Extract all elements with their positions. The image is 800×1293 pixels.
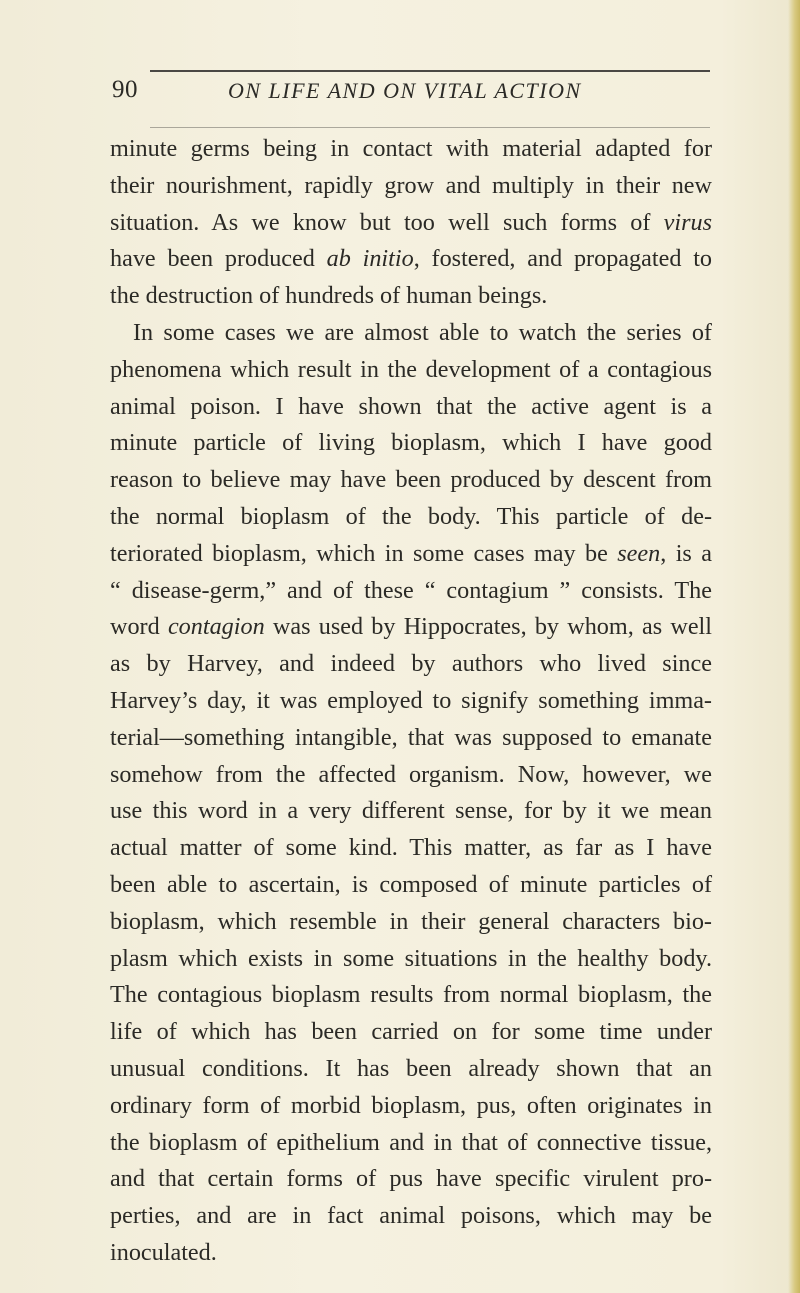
text-segment: terial—something intangible, that was supposed to emanate [110,723,712,751]
text-line [110,1014,712,1051]
italic-text: virus [663,208,712,236]
text-segment: actual matter of some kind. This matter, as far as I have [110,834,712,862]
text-line [110,1088,712,1125]
text-line [110,425,712,462]
text-segment: ordinary form of morbid bioplasm, pus, often originates in [110,1091,712,1119]
text-segment: animal poison. I have shown that the active agent is a [110,392,712,420]
text-segment: “ disease-germ,” and of these “ contagium ” consists. The [110,576,712,604]
text-line [110,1161,712,1198]
text-segment: teriorated bioplasm, which in some cases may be [110,539,618,567]
text-segment: minute particle of living bioplasm, which I have good [110,429,712,457]
text-line [110,720,712,757]
text-segment: the destruction of hundreds of human beings. [110,282,548,310]
page-header [112,76,712,110]
text-line [110,609,712,646]
page-number: 90 [112,76,138,103]
italic-text: contagion [167,613,265,641]
text-segment: their nourishment, rapidly grow and multiply in their new [110,171,712,199]
text-segment: have been produced [110,245,327,273]
text-segment: perties, and are in fact animal poisons, which may be [110,1202,712,1230]
text-line [110,1198,712,1235]
text-line [110,941,712,978]
running-head: ON LIFE AND ON VITAL ACTION [228,78,582,103]
text-line [110,241,712,278]
text-segment: inoculated. [110,1238,217,1266]
header-underline [150,127,710,128]
text-line [110,757,712,794]
text-segment: plasm which exists in some situations in the healthy body. [110,944,712,972]
text-segment: the bioplasm of epithelium and in that of connective tissue, [110,1128,712,1156]
text-segment: bioplasm, which resemble in their general characters bio- [110,907,712,935]
text-segment: use this word in a very different sense, for by it we mean [110,797,712,825]
text-segment: In some cases we are almost able to watch the series of [133,318,712,346]
text-line [110,315,712,352]
text-segment: minute germs being in contact with material adapted for [110,135,712,162]
text-line [110,573,712,610]
text-line [110,278,712,315]
text-line [110,646,712,683]
text-line [110,499,712,536]
text-line [110,352,712,389]
text-segment: life of which has been carried on for some time under [110,1018,712,1046]
text-line [110,1125,712,1162]
text-segment: unusual conditions. It has been already shown that an [110,1054,712,1082]
text-line [110,867,712,904]
text-line [110,977,712,1014]
text-segment: been able to ascertain, is composed of minute particles of [110,870,712,898]
text-segment: the normal bioplasm of the body. This particle of de- [110,502,712,530]
text-line [110,205,712,242]
italic-text: seen [617,539,661,567]
text-segment: The contagious bioplasm results from normal bioplasm, the [110,981,712,1009]
text-line [110,462,712,499]
text-line [110,683,712,720]
text-line [110,904,712,941]
text-segment: somehow from the affected organism. Now, however, we [110,760,712,788]
text-segment: Harvey’s day, it was employed to signify something imma- [110,686,712,714]
text-segment: reason to believe may have been produced by descent from [110,466,712,494]
text-line [110,1051,712,1088]
header-rule [150,70,710,72]
text-line [110,168,712,205]
text-segment: word [110,613,168,641]
text-line [110,1235,712,1272]
text-segment: was used by Hippocrates, by whom, as well [264,613,712,641]
page-edge-shadow [788,0,800,1293]
text-line [110,131,712,168]
text-segment: and that certain forms of pus have specific virulent pro- [110,1165,712,1193]
text-segment: as by Harvey, and indeed by authors who lived since [110,650,712,678]
text-segment: situation. As we know but too well such forms of [110,208,664,236]
text-segment: phenomena which result in the development of a contagious [110,355,712,383]
text-line [110,536,712,573]
body-text [110,131,712,1272]
italic-text: ab initio [326,245,414,273]
text-line [110,830,712,867]
text-line [110,389,712,426]
text-segment: , fostered, and propagated to [413,245,713,273]
text-line [110,793,712,830]
text-segment: , is a [660,539,712,567]
